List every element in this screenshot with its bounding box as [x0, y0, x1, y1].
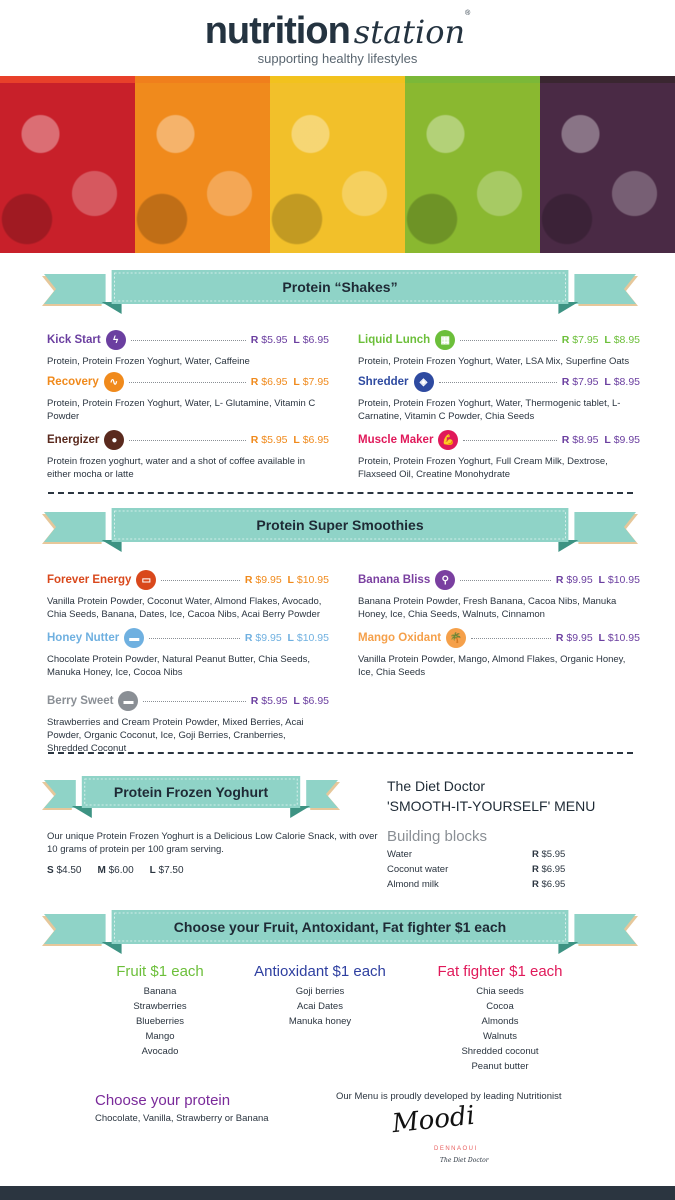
menu-item-name: Berry Sweet — [47, 694, 114, 707]
extra-option: Almonds — [481, 1016, 519, 1027]
menu-item-energizer — [47, 429, 329, 481]
heartbeat-icon: ∿ — [104, 372, 124, 392]
ribbon-choose-extras — [42, 910, 638, 956]
extra-option: Strawberries — [133, 1001, 187, 1012]
regular-price: $9.95 — [255, 631, 282, 644]
menu-item-name: Honey Nutter — [47, 631, 120, 644]
regular-price: $5.95 — [261, 333, 288, 346]
choose-protein-title: Choose your protein — [95, 1092, 231, 1109]
large-label: L — [598, 631, 605, 644]
regular-price: $5.95 — [261, 433, 288, 446]
regular-label: R — [532, 864, 539, 875]
building-block-row — [387, 877, 577, 892]
block-price — [532, 877, 565, 892]
menu-item-ingredients: Protein, Protein Frozen Yoghurt, Water, Caffeine — [47, 356, 250, 367]
dot-leader — [143, 701, 245, 702]
size-label: S — [47, 865, 54, 876]
menu-item-ingredients: Protein, Protein Frozen Yoghurt, Full Cream Milk, Dextrose, Flaxseed Oil, Creatine Monohydrate — [358, 456, 608, 480]
menu-item-header — [358, 371, 640, 393]
regular-price: $5.95 — [261, 694, 288, 707]
menu-item-ingredients: Protein, Protein Frozen Yoghurt, Water, L- Glutamine, Vitamin C Powder — [47, 398, 316, 422]
yoghurt-size-l — [150, 864, 184, 877]
fruit-photo-strawberries — [0, 76, 135, 253]
large-price: $8.95 — [613, 375, 640, 388]
large-label: L — [293, 694, 300, 707]
regular-label: R — [244, 573, 253, 586]
menu-item-ingredients: Protein frozen yoghurt, water and a shot of coffee available in either mocha or latte — [47, 456, 306, 480]
ribbon-title: Protein “Shakes” — [282, 278, 398, 295]
regular-price: $9.95 — [566, 573, 593, 586]
ribbon-super-smoothies — [42, 508, 638, 554]
menu-item-ingredients: Banana Protein Powder, Fresh Banana, Cacoa Nibs, Manuka Honey, Ice, Chia Seeds, Walnuts, Cinnamon — [358, 596, 617, 620]
dot-leader — [129, 382, 246, 383]
size-label: M — [97, 865, 106, 876]
bar-icon: ▬ — [118, 691, 138, 711]
yoghurt-sizes — [47, 864, 184, 877]
large-price: $6.95 — [302, 333, 329, 346]
registered-mark: ® — [465, 10, 471, 17]
regular-label: R — [244, 631, 253, 644]
block-name: Almond milk — [387, 879, 439, 890]
dot-leader — [463, 440, 556, 441]
divider — [48, 492, 633, 494]
column-title: Fruit $1 each — [116, 963, 204, 980]
menu-item-name: Shredder — [358, 375, 409, 388]
menu-item-mango-oxidant — [358, 627, 640, 679]
menu-item-name: Recovery — [47, 375, 99, 388]
menu-item-header — [358, 329, 640, 351]
large-label: L — [598, 573, 605, 586]
menu-item-honey-nutter — [47, 627, 329, 679]
regular-label: R — [555, 631, 564, 644]
menu-item-name: Muscle Maker — [358, 433, 434, 446]
ribbon-title: Protein Super Smoothies — [256, 516, 424, 533]
ribbon-title: Choose your Fruit, Antoxidant, Fat fighter $1 each — [173, 918, 507, 935]
regular-price: $6.95 — [261, 375, 288, 388]
menu-item-name: Liquid Lunch — [358, 333, 431, 346]
extras-column-antioxidant — [240, 962, 400, 1029]
menu-item-name: Mango Oxidant — [358, 631, 442, 644]
block-name: Water — [387, 849, 412, 860]
menu-item-prices — [245, 574, 329, 587]
extra-option: Shredded coconut — [461, 1046, 539, 1057]
large-label: L — [287, 631, 294, 644]
regular-label: R — [250, 694, 259, 707]
block-price — [532, 862, 565, 877]
large-price: $10.95 — [607, 573, 640, 586]
large-label: L — [604, 375, 611, 388]
large-label: L — [287, 573, 294, 586]
large-label: L — [293, 375, 300, 388]
regular-price: $8.95 — [572, 433, 599, 446]
extras-column-fruit — [80, 962, 240, 1059]
divider — [48, 752, 633, 754]
regular-price: $9.95 — [255, 573, 282, 586]
diet-doctor-title-2: 'SMOOTH-IT-YOURSELF' MENU — [387, 798, 596, 814]
signature-subtitle: The Diet Doctor — [440, 1157, 489, 1164]
dot-leader — [471, 638, 551, 639]
extra-option: Acai Dates — [297, 1001, 343, 1012]
fruit-photo-blackberries — [540, 76, 675, 253]
large-price: $10.95 — [607, 631, 640, 644]
size-price: $7.50 — [158, 865, 184, 876]
dot-leader — [460, 340, 557, 341]
price: $5.95 — [541, 849, 566, 860]
menu-item-prices — [556, 632, 640, 645]
regular-price: $9.95 — [566, 631, 593, 644]
dot-leader — [439, 382, 557, 383]
menu-item-header — [47, 329, 329, 351]
menu-item-kick-start — [47, 329, 329, 368]
building-block-row — [387, 847, 577, 862]
menu-item-shredder — [358, 371, 640, 423]
regular-label: R — [561, 375, 570, 388]
keyhole-icon: ⚲ — [435, 570, 455, 590]
menu-item-ingredients: Chocolate Protein Powder, Natural Peanut Butter, Chia Seeds, Manuka Honey, Ice, Cocoa Nibs — [47, 654, 310, 678]
ribbon-title: Protein Frozen Yoghurt — [113, 783, 269, 800]
menu-item-name: Forever Energy — [47, 573, 132, 586]
extra-option: Goji berries — [295, 986, 345, 997]
flexed-arm-icon: 💪 — [438, 430, 458, 450]
block-price — [532, 847, 565, 862]
menu-item-header — [358, 569, 640, 591]
yoghurt-desc: Our unique Protein Frozen Yoghurt is a Delicious Low Calorie Snack, with over 10 grams of protein per 100 gram serving. — [47, 831, 378, 855]
large-label: L — [293, 433, 300, 446]
large-price: $10.95 — [296, 631, 329, 644]
diet-doctor-title-1: The Diet Doctor — [387, 778, 486, 794]
menu-item-berry-sweet — [47, 690, 329, 755]
large-price: $10.95 — [296, 573, 329, 586]
extra-option: Banana — [143, 986, 177, 997]
column-title: Fat fighter $1 each — [437, 963, 563, 980]
extra-option: Manuka honey — [288, 1016, 352, 1027]
size-price: $6.00 — [108, 865, 134, 876]
menu-item-header — [47, 627, 329, 649]
superman-shield-icon: ◈ — [414, 372, 434, 392]
menu-item-ingredients: Vanilla Protein Powder, Coconut Water, Almond Flakes, Avocado, Chia Seeds, Banana, Dates, Ice, Cacoa Nibs, Acai Berry Powder — [47, 596, 322, 620]
building-block-row — [387, 862, 577, 877]
menu-item-ingredients: Protein, Protein Frozen Yoghurt, Water, Thermogenic tablet, L-Carnatine, Vitamin C Powder, Chia Seeds — [358, 398, 621, 422]
menu-item-prices — [251, 695, 329, 708]
size-label: L — [149, 865, 156, 876]
menu-item-forever-energy — [47, 569, 329, 621]
menu-item-prices — [556, 574, 640, 587]
regular-label: R — [561, 433, 570, 446]
dot-leader — [161, 580, 240, 581]
extra-option: Blueberries — [135, 1016, 185, 1027]
large-label: L — [293, 333, 300, 346]
large-price: $7.95 — [302, 375, 329, 388]
credit-text: Our Menu is proudly developed by leading Nutritionist — [336, 1091, 562, 1102]
block-name: Coconut water — [387, 864, 449, 875]
regular-label: R — [250, 375, 259, 388]
extra-option: Peanut butter — [471, 1061, 529, 1072]
large-label: L — [604, 333, 611, 346]
menu-item-name: Kick Start — [47, 333, 101, 346]
menu-item-header — [358, 627, 640, 649]
extras-column-fat-fighter — [420, 962, 580, 1074]
menu-item-name: Energizer — [47, 433, 100, 446]
menu-item-muscle-maker — [358, 429, 640, 481]
minus-icon: ▬ — [124, 628, 144, 648]
size-price: $4.50 — [56, 865, 82, 876]
ribbon-protein-shakes — [42, 270, 638, 316]
signature-name: Moodi — [390, 1100, 477, 1140]
menu-item-header — [47, 690, 329, 712]
building-blocks-title: Building blocks — [387, 828, 488, 845]
menu-item-liquid-lunch — [358, 329, 640, 368]
column-title: Antioxidant $1 each — [254, 963, 386, 980]
fruit-photo-kiwi — [405, 76, 540, 253]
menu-item-prices — [562, 334, 640, 347]
lunchbox-icon: ▦ — [435, 330, 455, 350]
menu-item-ingredients: Strawberries and Cream Protein Powder, Mixed Berries, Acai Powder, Organic Coconut, Ice, Goji Berries, Cranberries, Shredded Coconut — [47, 717, 304, 754]
menu-item-header — [47, 429, 329, 451]
large-price: $9.95 — [613, 433, 640, 446]
footer-bar — [0, 1186, 675, 1200]
regular-label: R — [532, 849, 539, 860]
large-price: $6.95 — [302, 694, 329, 707]
battery-icon: ▭ — [136, 570, 156, 590]
menu-item-prices — [562, 434, 640, 447]
menu-item-prices — [251, 334, 329, 347]
brand-bold: nutrition — [204, 10, 350, 52]
fruit-banner — [0, 76, 675, 253]
menu-item-header — [47, 569, 329, 591]
yoghurt-size-s — [47, 864, 81, 877]
regular-label: R — [555, 573, 564, 586]
diet-doctor-title — [387, 776, 595, 816]
menu-item-prices — [245, 632, 329, 645]
regular-label: R — [532, 879, 539, 890]
brand-light: station — [353, 13, 466, 51]
extra-option: Avocado — [141, 1046, 179, 1057]
extra-option: Walnuts — [483, 1031, 517, 1042]
dot-leader — [131, 340, 246, 341]
dot-leader — [149, 638, 240, 639]
regular-price: $7.95 — [572, 333, 599, 346]
lightning-icon: ϟ — [106, 330, 126, 350]
yoghurt-size-m — [97, 864, 133, 877]
dot-leader — [129, 440, 245, 441]
regular-label: R — [250, 433, 259, 446]
regular-label: R — [561, 333, 570, 346]
tagline: supporting healthy lifestyles — [257, 51, 418, 66]
price: $6.95 — [541, 864, 566, 875]
menu-item-prices — [251, 434, 329, 447]
coffee-bean-icon: ● — [104, 430, 124, 450]
brand-logo — [0, 10, 675, 53]
menu-item-header — [47, 371, 329, 393]
ribbon-frozen-yoghurt — [42, 776, 340, 820]
large-label: L — [604, 433, 611, 446]
large-price: $6.95 — [302, 433, 329, 446]
extra-option: Mango — [145, 1031, 175, 1042]
menu-item-recovery — [47, 371, 329, 423]
extra-option: Cocoa — [486, 1001, 514, 1012]
building-blocks-list — [387, 847, 577, 892]
dot-leader — [460, 580, 551, 581]
menu-item-ingredients: Protein, Protein Frozen Yoghurt, Water, LSA Mix, Superfine Oats — [358, 356, 630, 367]
signature — [390, 1100, 502, 1176]
fruit-photo-oranges — [135, 76, 270, 253]
menu-item-header — [358, 429, 640, 451]
menu-item-ingredients: Vanilla Protein Powder, Mango, Almond Flakes, Organic Honey, Ice, Chia Seeds — [358, 654, 626, 678]
menu-item-banana-bliss — [358, 569, 640, 621]
menu-item-name: Banana Bliss — [358, 573, 431, 586]
price: $6.95 — [541, 879, 566, 890]
menu-item-prices — [562, 376, 640, 389]
regular-price: $7.95 — [572, 375, 599, 388]
palm-tree-icon: 🌴 — [446, 628, 466, 648]
large-price: $8.95 — [613, 333, 640, 346]
menu-item-prices — [251, 376, 329, 389]
protein-options: Chocolate, Vanilla, Strawberry or Banana — [95, 1113, 269, 1124]
regular-label: R — [250, 333, 259, 346]
signature-surname: DENNAOUI — [434, 1146, 478, 1152]
extra-option: Chia seeds — [476, 986, 524, 997]
fruit-photo-lemons — [270, 76, 405, 253]
